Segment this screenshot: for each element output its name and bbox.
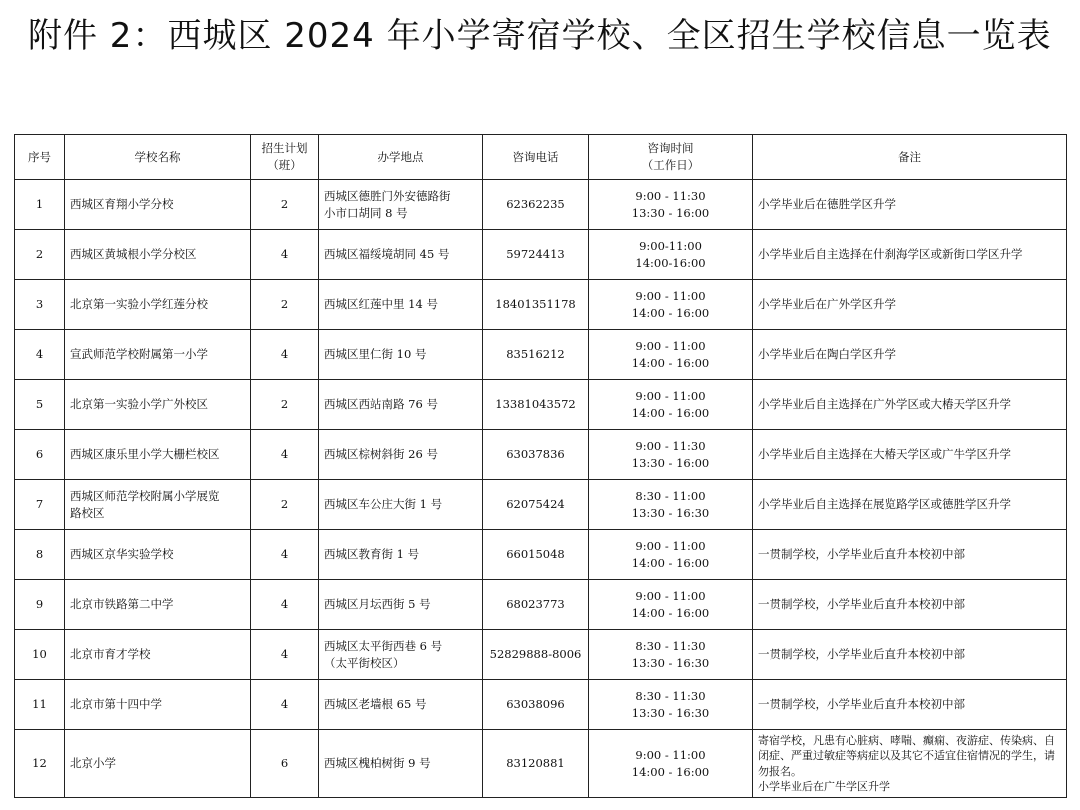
cell-time-line: 9:00 - 11:00	[635, 538, 706, 553]
cell-time	[589, 530, 753, 580]
cell-address-line: 西城区德胜门外安德路街	[324, 188, 451, 203]
header-time-line: 咨询时间	[647, 141, 694, 155]
cell-no: 12	[15, 730, 65, 798]
cell-phone: 83516212	[483, 330, 589, 380]
header-address: 办学地点	[319, 135, 483, 180]
cell-phone: 63038096	[483, 680, 589, 730]
cell-address-line: 西城区车公庄大街 1 号	[324, 497, 443, 511]
cell-note	[753, 680, 1067, 730]
cell-time	[589, 480, 753, 530]
cell-plan: 4	[251, 430, 319, 480]
cell-no: 7	[15, 480, 65, 530]
table-row	[15, 580, 1067, 630]
cell-note-line: 寄宿学校，凡患有心脏病、哮喘、癫痫、夜游症、传染病、自闭症、严重过敏症等病症以及其它不适宜住宿情况的学生，请勿报名。	[758, 733, 1055, 778]
cell-school-line: 北京市育才学校	[70, 647, 151, 661]
cell-note	[753, 380, 1067, 430]
cell-no: 4	[15, 330, 65, 380]
cell-school	[65, 380, 251, 430]
cell-plan: 6	[251, 730, 319, 798]
cell-address-line: 西城区里仁街 10 号	[324, 347, 427, 361]
cell-plan: 4	[251, 580, 319, 630]
cell-plan: 4	[251, 330, 319, 380]
cell-plan: 2	[251, 180, 319, 230]
page-title: 附件 2：西城区 2024 年小学寄宿学校、全区招生学校信息一览表	[28, 16, 1052, 56]
cell-phone: 18401351178	[483, 280, 589, 330]
header-time	[589, 135, 753, 180]
cell-note	[753, 280, 1067, 330]
cell-time-line: 9:00-11:00	[639, 238, 702, 253]
cell-plan: 2	[251, 280, 319, 330]
cell-phone: 13381043572	[483, 380, 589, 430]
cell-address	[319, 230, 483, 280]
cell-school	[65, 580, 251, 630]
cell-time-line: 13:30 - 16:00	[631, 205, 710, 220]
table-row	[15, 480, 1067, 530]
cell-time-line: 9:00 - 11:00	[635, 338, 706, 353]
cell-address	[319, 330, 483, 380]
cell-time-line: 14:00 - 16:00	[631, 305, 710, 320]
header-row	[15, 135, 1067, 180]
cell-time	[589, 630, 753, 680]
cell-time-line: 9:00 - 11:30	[635, 188, 706, 203]
header-phone: 咨询电话	[483, 135, 589, 180]
cell-school	[65, 180, 251, 230]
cell-note-line: 小学毕业后在陶白学区升学	[758, 347, 896, 361]
cell-time	[589, 580, 753, 630]
cell-phone: 62362235	[483, 180, 589, 230]
cell-school	[65, 680, 251, 730]
cell-no: 9	[15, 580, 65, 630]
cell-time-line: 14:00 - 16:00	[631, 355, 710, 370]
cell-address	[319, 580, 483, 630]
cell-note	[753, 730, 1067, 798]
cell-note-line: 小学毕业后自主选择在展览路学区或德胜学区升学	[758, 497, 1011, 511]
table-row	[15, 330, 1067, 380]
cell-time-line: 13:30 - 16:30	[631, 705, 710, 720]
cell-no: 6	[15, 430, 65, 480]
cell-no: 8	[15, 530, 65, 580]
cell-time-line: 13:30 - 16:00	[631, 455, 710, 470]
cell-no: 1	[15, 180, 65, 230]
cell-note	[753, 530, 1067, 580]
cell-plan: 4	[251, 530, 319, 580]
cell-time	[589, 730, 753, 798]
cell-phone: 83120881	[483, 730, 589, 798]
cell-time-line: 14:00-16:00	[635, 255, 706, 270]
header-plan-line: 招生计划	[261, 141, 308, 155]
cell-school	[65, 480, 251, 530]
cell-time	[589, 280, 753, 330]
table-row	[15, 230, 1067, 280]
cell-plan: 2	[251, 380, 319, 430]
cell-address-line: （太平街校区）	[324, 655, 405, 670]
cell-note	[753, 230, 1067, 280]
cell-no: 3	[15, 280, 65, 330]
cell-time-line: 9:00 - 11:00	[635, 288, 706, 303]
cell-address-line: 西城区西站南路 76 号	[324, 397, 438, 411]
cell-time-line: 14:00 - 16:00	[631, 555, 710, 570]
cell-address-line: 西城区红莲中里 14 号	[324, 297, 438, 311]
cell-school	[65, 280, 251, 330]
cell-school-line: 路校区	[70, 505, 105, 520]
table-row	[15, 430, 1067, 480]
cell-note	[753, 180, 1067, 230]
cell-phone: 52829888-8006	[483, 630, 589, 680]
cell-school-line: 西城区康乐里小学大栅栏校区	[70, 447, 220, 461]
cell-phone: 66015048	[483, 530, 589, 580]
cell-note-line: 小学毕业后在德胜学区升学	[758, 197, 896, 211]
cell-note	[753, 480, 1067, 530]
cell-time-line: 8:30 - 11:30	[635, 688, 706, 703]
header-school: 学校名称	[65, 135, 251, 180]
cell-address	[319, 530, 483, 580]
cell-school-line: 宣武师范学校附属第一小学	[70, 347, 208, 361]
cell-phone: 63037836	[483, 430, 589, 480]
table-row	[15, 680, 1067, 730]
cell-time	[589, 230, 753, 280]
header-no: 序号	[15, 135, 65, 180]
cell-address-line: 小市口胡同 8 号	[324, 205, 408, 220]
cell-note	[753, 430, 1067, 480]
school-info-table	[14, 134, 1067, 798]
cell-plan: 2	[251, 480, 319, 530]
cell-no: 5	[15, 380, 65, 430]
header-plan	[251, 135, 319, 180]
cell-note-line: 小学毕业后在广外学区升学	[758, 297, 896, 311]
cell-note	[753, 330, 1067, 380]
cell-note-line: 小学毕业后在广牛学区升学	[758, 780, 890, 793]
cell-time	[589, 180, 753, 230]
cell-school	[65, 230, 251, 280]
cell-no: 10	[15, 630, 65, 680]
cell-time-line: 9:00 - 11:30	[635, 438, 706, 453]
cell-time-line: 14:00 - 16:00	[631, 764, 710, 779]
cell-address-line: 西城区福绥境胡同 45 号	[324, 247, 450, 261]
table-row	[15, 730, 1067, 798]
cell-address-line: 西城区棕树斜街 26 号	[324, 447, 438, 461]
cell-note	[753, 580, 1067, 630]
cell-no: 2	[15, 230, 65, 280]
cell-school	[65, 430, 251, 480]
cell-school-line: 北京第一实验小学红莲分校	[70, 297, 208, 311]
cell-time-line: 8:30 - 11:30	[635, 638, 706, 653]
table-row	[15, 380, 1067, 430]
cell-address-line: 西城区槐柏树街 9 号	[324, 756, 431, 770]
cell-note-line: 一贯制学校，小学毕业后直升本校初中部	[758, 647, 965, 661]
cell-phone: 62075424	[483, 480, 589, 530]
cell-address	[319, 480, 483, 530]
cell-school-line: 北京市铁路第二中学	[70, 597, 174, 611]
cell-plan: 4	[251, 230, 319, 280]
cell-school-line: 西城区师范学校附属小学展览	[70, 488, 220, 503]
cell-note-line: 小学毕业后自主选择在大椿天学区或广牛学区升学	[758, 447, 1011, 461]
cell-plan: 4	[251, 680, 319, 730]
cell-school	[65, 630, 251, 680]
cell-address-line: 西城区老墙根 65 号	[324, 697, 427, 711]
cell-address-line: 西城区太平街西巷 6 号	[324, 638, 443, 653]
cell-time-line: 8:30 - 11:00	[635, 488, 706, 503]
cell-address	[319, 380, 483, 430]
cell-address	[319, 180, 483, 230]
cell-note-line: 一贯制学校，小学毕业后直升本校初中部	[758, 547, 965, 561]
cell-address	[319, 280, 483, 330]
cell-time-line: 9:00 - 11:00	[635, 747, 706, 762]
cell-school-line: 北京第一实验小学广外校区	[70, 397, 208, 411]
cell-phone: 68023773	[483, 580, 589, 630]
cell-time-line: 14:00 - 16:00	[631, 605, 710, 620]
cell-address-line: 西城区教育街 1 号	[324, 547, 420, 561]
cell-school-line: 西城区京华实验学校	[70, 547, 174, 561]
cell-school	[65, 730, 251, 798]
table-row	[15, 630, 1067, 680]
cell-address	[319, 430, 483, 480]
cell-school-line: 北京市第十四中学	[70, 697, 162, 711]
cell-address	[319, 680, 483, 730]
cell-time	[589, 330, 753, 380]
cell-time-line: 13:30 - 16:30	[631, 655, 710, 670]
cell-note-line: 小学毕业后自主选择在什刹海学区或新街口学区升学	[758, 247, 1023, 261]
cell-no: 11	[15, 680, 65, 730]
cell-note-line: 小学毕业后自主选择在广外学区或大椿天学区升学	[758, 397, 1011, 411]
header-plan-line: （班）	[267, 158, 302, 172]
cell-phone: 59724413	[483, 230, 589, 280]
cell-school-line: 西城区黄城根小学分校区	[70, 247, 197, 261]
cell-time	[589, 380, 753, 430]
cell-note-line: 一贯制学校，小学毕业后直升本校初中部	[758, 697, 965, 711]
cell-address	[319, 730, 483, 798]
cell-time-line: 9:00 - 11:00	[635, 588, 706, 603]
cell-note	[753, 630, 1067, 680]
cell-school-line: 西城区育翔小学分校	[70, 197, 174, 211]
cell-time-line: 14:00 - 16:00	[631, 405, 710, 420]
cell-school	[65, 330, 251, 380]
cell-address	[319, 630, 483, 680]
cell-time	[589, 680, 753, 730]
table-row	[15, 180, 1067, 230]
cell-time-line: 9:00 - 11:00	[635, 388, 706, 403]
cell-time	[589, 430, 753, 480]
cell-address-line: 西城区月坛西街 5 号	[324, 597, 431, 611]
cell-plan: 4	[251, 630, 319, 680]
cell-school-line: 北京小学	[70, 756, 116, 770]
header-time-line: （工作日）	[641, 158, 700, 172]
table-row	[15, 530, 1067, 580]
table-row	[15, 280, 1067, 330]
cell-time-line: 13:30 - 16:30	[631, 505, 710, 520]
cell-note-line: 一贯制学校，小学毕业后直升本校初中部	[758, 597, 965, 611]
header-note: 备注	[753, 135, 1067, 180]
cell-school	[65, 530, 251, 580]
